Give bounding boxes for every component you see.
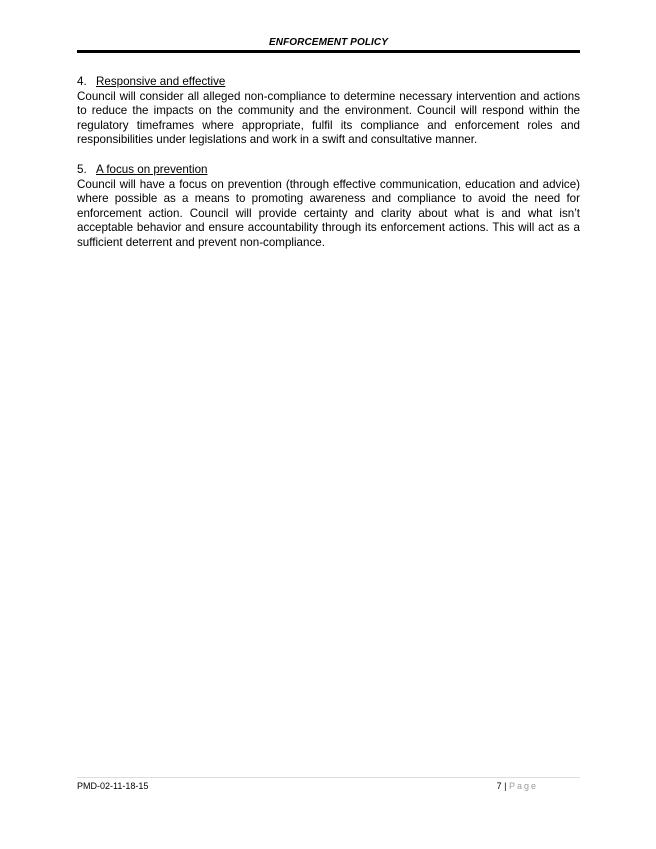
page-number: 7 bbox=[496, 781, 502, 791]
section-heading-text: Responsive and effective bbox=[96, 75, 226, 88]
page-label: Page bbox=[508, 781, 538, 791]
section-heading-text: A focus on prevention bbox=[96, 163, 208, 176]
section-number: 5. bbox=[77, 163, 87, 176]
page-indicator bbox=[497, 781, 538, 791]
document-code: PMD-02-11-18-15 bbox=[77, 781, 149, 791]
footer-divider bbox=[77, 777, 580, 778]
header-divider bbox=[77, 50, 580, 53]
section-heading bbox=[77, 75, 580, 89]
section-number: 4. bbox=[77, 75, 87, 88]
header-title: ENFORCEMENT POLICY bbox=[268, 37, 389, 48]
section-responsive-effective bbox=[77, 75, 580, 148]
page-separator: | bbox=[501, 781, 509, 791]
section-body: Council will consider all alleged non-compliance to determine necessary intervention and actions to reduce the impacts on the community and the environment. Council will respond within the regulatory timeframes where appropriate, fulfil its compliance and enforcement roles and responsibilities under legislations and work in a swift and consultative manner. bbox=[77, 90, 580, 147]
section-body: Council will have a focus on prevention (through effective communication, education and advice) where possible as a means to promoting awareness and compliance to avoid the need for enforcement action. Council will provide certainty and clarity about what is and what isn’t acceptable behavior and ensure accountability through its enforcement actions. This will act as a sufficient deterrent and prevent non-compliance. bbox=[77, 178, 580, 249]
section-heading bbox=[77, 163, 580, 177]
section-focus-prevention bbox=[77, 163, 580, 250]
